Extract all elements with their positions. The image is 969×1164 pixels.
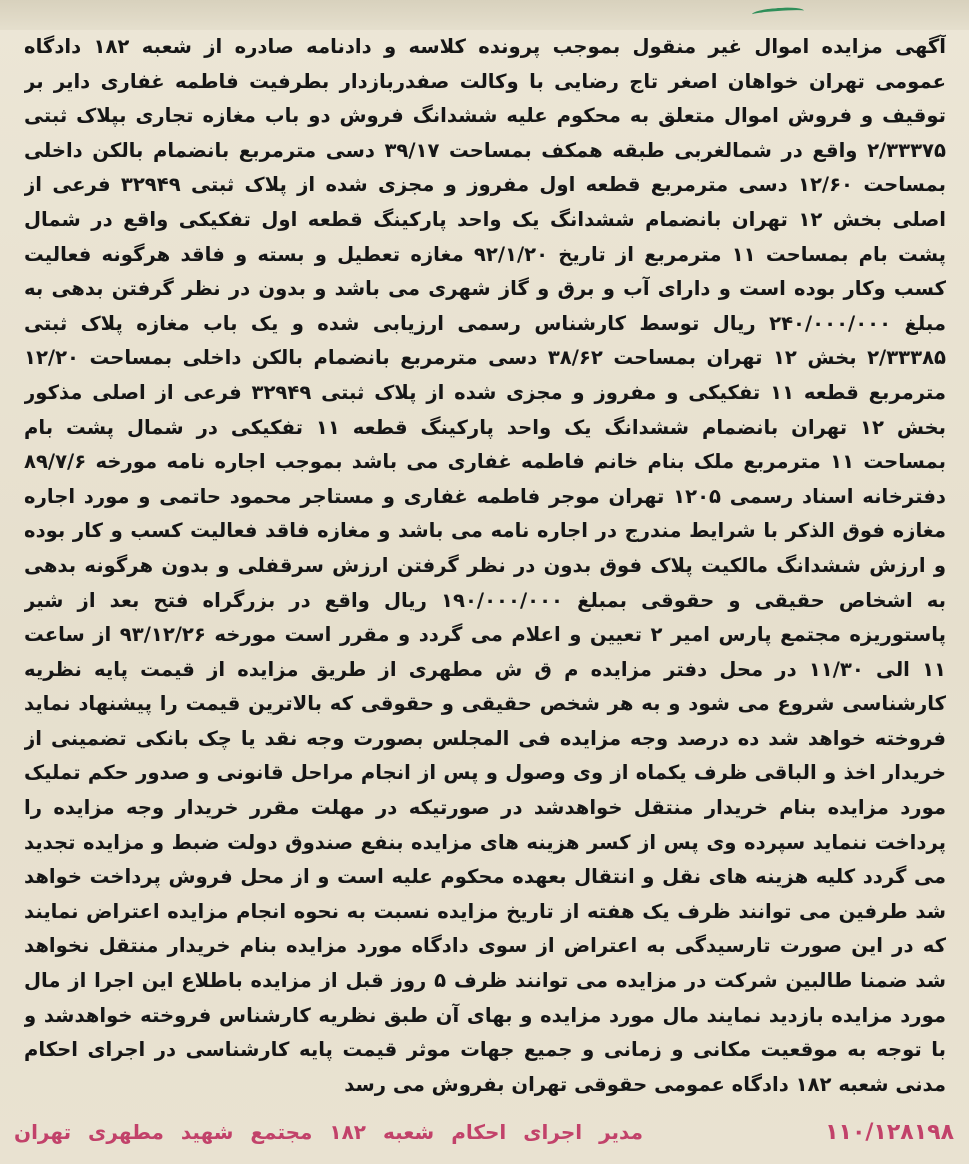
reference-number: ۱۱۰/۱۲۸۱۹۸ (825, 1119, 954, 1145)
notice-footer (14, 1110, 954, 1154)
torn-top-edge (0, 0, 969, 30)
signatory-line: مدیر اجرای احکام شعبه ۱۸۲ مجتمع شهید مطهری تهران (14, 1120, 643, 1144)
auction-notice-text: آگهی مزایده اموال غیر منقول بموجب پرونده کلاسه و دادنامه صادره از شعبه ۱۸۲ دادگاه عمومی تهران خواهان اصغر تاج رضایی با وکالت صفدربازدار بطرفیت فاطمه غفاری دایر بر توقیف و فروش اموال متعلق به محکوم علیه ششدانگ فروش دو باب مغازه تجاری بپلاک ثبتی ۲/۳۳۳۷۵ واقع در شمالغربی طبقه همکف بمساحت ۳۹/۱۷ دسی مترمربع بانضمام بالکن داخلی بمساحت ۱۲/۶۰ دسی مترمربع قطعه اول مفروز و مجزی شده از پلاک ثبتی ۳۲۹۴۹ فرعی از اصلی بخش ۱۲ تهران بانضمام ششدانگ یک واحد پارکینگ قطعه اول تفکیکی واقع در شمال پشت بام بمساحت ۱۱ مترمربع از تاریخ ۹۲/۱/۲۰ مغازه تعطیل و بسته و فاقد هرگونه فعالیت کسب وکار بوده است و دارای آب و برق و گاز شهری می باشد و بدون در نظر گرفتن بدهی به مبلغ ۲۴۰/۰۰۰/۰۰۰ ریال توسط کارشناس رسمی ارزیابی شده و یک باب مغازه پلاک ثبتی ۲/۳۳۳۸۵ بخش ۱۲ تهران بمساحت ۳۸/۶۲ دسی مترمربع بانضمام بالکن داخلی بمساحت ۱۲/۲۰ مترمربع قطعه ۱۱ تفکیکی و مفروز و مجزی شده از پلاک ثبتی ۳۲۹۴۹ فرعی از اصلی مذکور بخش ۱۲ تهران بانضمام ششدانگ یک واحد پارکینگ قطعه ۱۱ تفکیکی در شمال پشت بام بمساحت ۱۱ مترمربع ملک بنام خانم فاطمه غفاری می باشد بموجب اجاره نامه مورخه ۸۹/۷/۶ دفترخانه اسناد رسمی ۱۲۰۵ تهران موجر فاطمه غفاری و مستاجر محمود حاتمی و مورد اجاره مغازه فوق الذکر با شرایط مندرج در اجاره نامه می باشد و مغازه فاقد فعالیت کسب و کار بوده و ارزش ششدانگ مالکیت پلاک فوق بدون در نظر گرفتن ارزش سرقفلی و بدون هرگونه بدهی به اشخاص حقیقی و حقوقی بمبلغ ۱۹۰/۰۰۰/۰۰۰ ریال واقع در بزرگراه فتح بعد از شیر پاستوریزه مجتمع پارس امیر ۲ تعیین و اعلام می گردد و مقرر است مورخه ۹۳/۱۲/۲۶ از ساعت ۱۱ الی ۱۱/۳۰ در محل دفتر مزایده م ق ش مطهری از طریق مزایده از قیمت پایه نظریه کارشناسی شروع می شود و به هر شخص حقیقی و حقوقی که بالاترین قیمت را پیشنهاد نماید فروخته خواهد شد ده درصد وجه مزایده فی المجلس بصورت وجه نقد یا چک بانکی تضمینی از خریدار اخذ و الباقی ظرف یکماه از وی وصول و پس از انجام مراحل قانونی و صدور حکم تملیک مورد مزایده بنام خریدار منتقل خواهدشد در صورتیکه در مهلت مقرر خریدار وجه مزایده را پرداخت ننماید سپرده وی پس از کسر هزینه های مزایده بنفع صندوق دولت ضبط و مزایده تجدید می گردد کلیه هزینه های نقل و انتقال بعهده محکوم علیه است و از محل فروش پرداخت خواهد شد طرفین می توانند ظرف یک هفته از تاریخ مزایده نسبت به نحوه انجام مزایده اعتراض نمایند که در این صورت تارسیدگی به اعتراض از سوی دادگاه مورد مزایده بنام خریدار منتقل نخواهد شد ضمنا طالبین شرکت در مزایده می توانند ظرف ۵ روز قبل از مزایده باطلاع این اجرا از مال مورد مزایده بازدید نمایند مال مورد مزایده و بهای آن طبق نظریه کارشناس فروخته خواهدشد و با توجه به موقعیت مکانی و زمانی و جمیع جهات موثر قیمت پایه کارشناسی در اجرای احکام مدنی شعبه ۱۸۲ دادگاه عمومی حقوقی تهران بفروش می رسد (24, 35, 946, 1096)
